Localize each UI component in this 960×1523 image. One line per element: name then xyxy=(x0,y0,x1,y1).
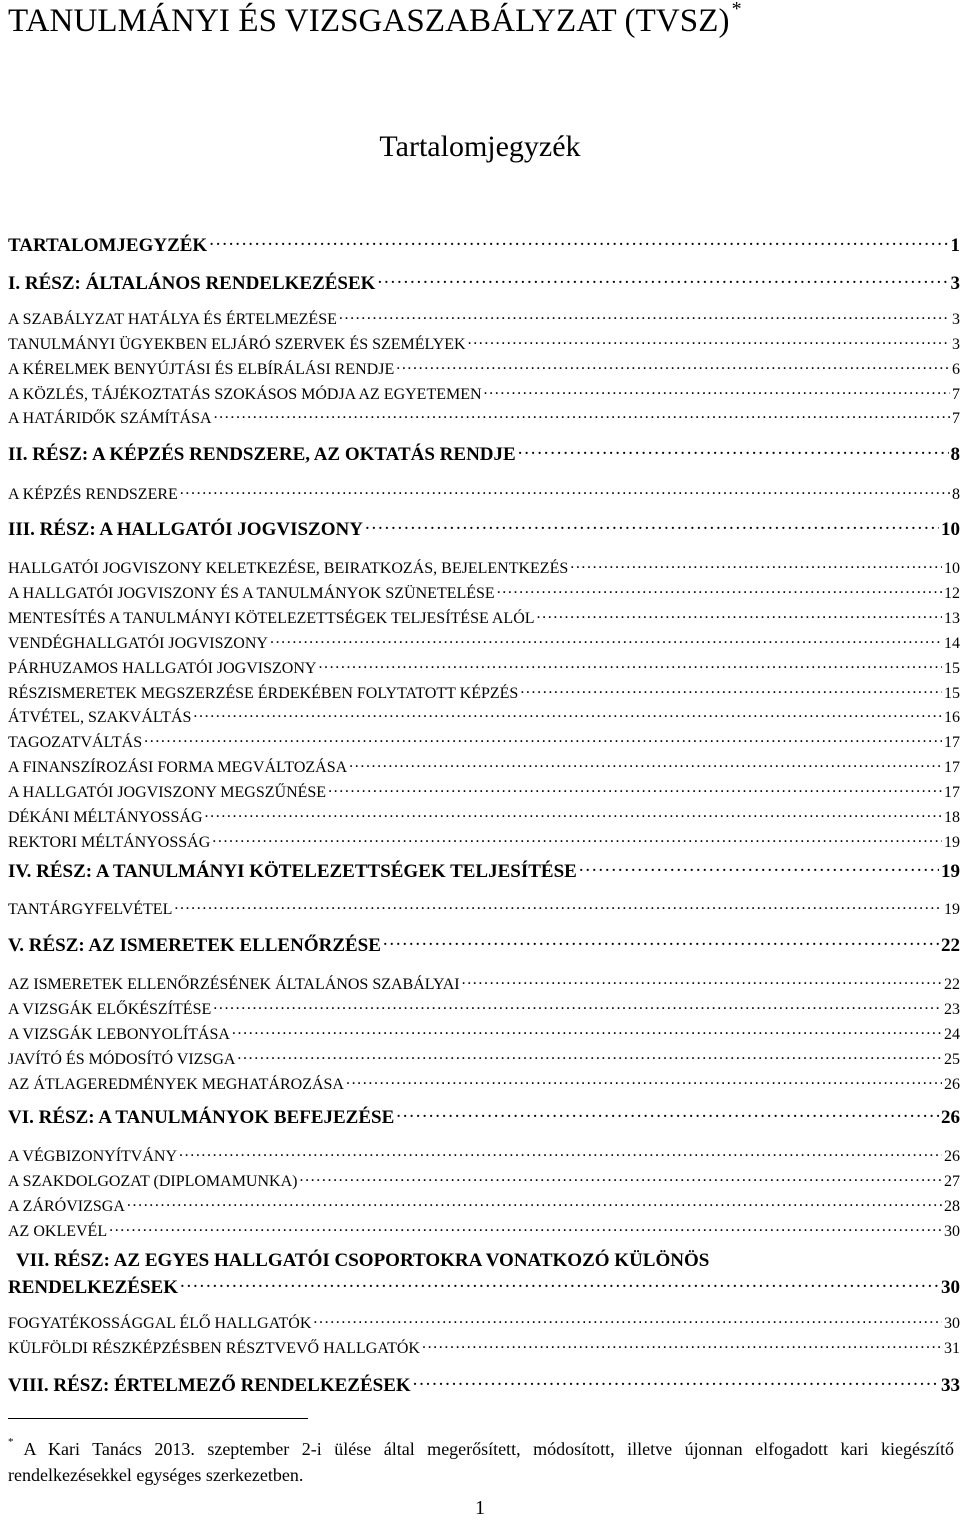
toc-entry[interactable]: VENDÉGHALLGATÓI JOGVISZONY . . . 14 xyxy=(8,632,960,653)
toc-page-number: 33 xyxy=(941,1375,960,1396)
toc-page-number: 27 xyxy=(944,1173,960,1190)
toc-leader xyxy=(213,998,942,1014)
toc-entry[interactable]: HALLGATÓI JOGVISZONY KELETKEZÉSE, BEIRATKOZÁS, BEJELENTKEZÉS . . . 10 xyxy=(8,557,960,578)
toc-entry[interactable]: I. RÉSZ: ÁLTALÁNOS RENDELKEZÉSEK . . . 3 xyxy=(8,270,960,295)
toc-leader xyxy=(365,516,939,535)
toc-entry[interactable]: ÁTVÉTEL, SZAKVÁLTÁS . . . 16 xyxy=(8,706,960,727)
toc-entry[interactable]: A ZÁRÓVIZSGA . . . 28 xyxy=(8,1195,960,1216)
toc-leader xyxy=(497,582,942,598)
toc-entry[interactable]: A VIZSGÁK LEBONYOLÍTÁSA . . . 24 xyxy=(8,1023,960,1044)
toc-leader xyxy=(570,557,942,573)
toc-entry[interactable]: RENDELKEZÉSEK . . . 30 xyxy=(8,1274,960,1299)
toc-page-number: 16 xyxy=(944,709,960,726)
toc-page-number: 6 xyxy=(952,361,960,378)
toc-entry[interactable]: FOGYATÉKOSSÁGGAL ÉLŐ HALLGATÓK . . . 30 xyxy=(8,1312,960,1333)
toc-leader xyxy=(174,898,942,914)
toc-leader xyxy=(193,706,942,722)
toc-page-number: 14 xyxy=(944,635,960,652)
toc-entry[interactable]: VIII. RÉSZ: ÉRTELMEZŐ RENDELKEZÉSEK . . . 33 xyxy=(8,1372,960,1397)
toc-page-number: 23 xyxy=(944,1001,960,1018)
toc-leader xyxy=(484,383,950,399)
toc-entry[interactable]: A SZAKDOLGOZAT (DIPLOMAMUNKA) . . . 27 xyxy=(8,1170,960,1191)
toc-entry[interactable]: TANULMÁNYI ÜGYEKBEN ELJÁRÓ SZERVEK ÉS SZEMÉLYEK . . . 3 xyxy=(8,333,960,354)
toc-leader xyxy=(518,441,949,460)
toc-entry[interactable]: III. RÉSZ: A HALLGATÓI JOGVISZONY . . . 10 xyxy=(8,516,960,541)
toc-entry[interactable]: V. RÉSZ: AZ ISMERETEK ELLENŐRZÉSE . . . 22 xyxy=(8,932,960,957)
toc-page-number: 26 xyxy=(941,1107,960,1128)
toc-page-number: 3 xyxy=(952,311,960,328)
toc-leader xyxy=(328,781,942,797)
toc-leader xyxy=(299,1170,942,1186)
toc-page-number: 17 xyxy=(944,759,960,776)
toc-page-number: 15 xyxy=(944,660,960,677)
footnote-separator xyxy=(8,1418,308,1419)
toc-entry[interactable]: A HALLGATÓI JOGVISZONY MEGSZŰNÉSE . . . 17 xyxy=(8,781,960,802)
toc-entry[interactable]: VI. RÉSZ: A TANULMÁNYOK BEFEJEZÉSE . . . 26 xyxy=(8,1104,960,1129)
toc-leader xyxy=(127,1195,942,1211)
toc-entry[interactable]: AZ ÁTLAGEREDMÉNYEK MEGHATÁROZÁSA . . . 26 xyxy=(8,1073,960,1094)
toc-entry[interactable]: A FINANSZÍROZÁSI FORMA MEGVÁLTOZÁSA . . . 17 xyxy=(8,756,960,777)
toc-leader xyxy=(212,831,942,847)
toc-page-number: 17 xyxy=(944,784,960,801)
toc-page-number: 24 xyxy=(944,1026,960,1043)
toc-leader xyxy=(396,358,950,374)
footnote-text: A Kari Tanács 2013. szeptember 2-i ülése által megerősített, módosított, illetve újonnan elfogadott kari kiegészítő rendelkezésekkel egységes szerkezetben. xyxy=(8,1439,954,1485)
toc-entry[interactable]: TANTÁRGYFELVÉTEL . . . 19 xyxy=(8,898,960,919)
toc-leader xyxy=(180,483,950,499)
toc-page-number: 3 xyxy=(952,336,960,353)
toc-page-number: 19 xyxy=(941,861,960,882)
toc-page-number: 26 xyxy=(944,1148,960,1165)
toc-leader xyxy=(237,1048,942,1064)
toc-leader xyxy=(205,806,942,822)
toc-page-number: 19 xyxy=(944,901,960,918)
toc-leader xyxy=(396,1104,939,1123)
toc-entry[interactable]: KÜLFÖLDI RÉSZKÉPZÉSBEN RÉSZTVEVŐ HALLGATÓK . . . 31 xyxy=(8,1337,960,1358)
toc-entry[interactable]: MENTESÍTÉS A TANULMÁNYI KÖTELEZETTSÉGEK TELJESÍTÉSE ALÓL . . . 13 xyxy=(8,607,960,628)
toc-entry-first-line[interactable]: VII. RÉSZ: AZ EGYES HALLGATÓI CSOPORTOKRA VONATKOZÓ KÜLÖNÖS xyxy=(16,1250,710,1271)
toc-page-number: 8 xyxy=(952,486,960,503)
toc-leader xyxy=(413,1372,939,1391)
toc-page-number: 1 xyxy=(950,235,960,256)
toc-page-number: 17 xyxy=(944,734,960,751)
toc-entry[interactable]: REKTORI MÉLTÁNYOSSÁG . . . 19 xyxy=(8,831,960,852)
document-title-text: TANULMÁNYI ÉS VIZSGASZABÁLYZAT (TVSZ) xyxy=(8,3,730,39)
toc-leader xyxy=(520,682,942,698)
toc-entry[interactable]: AZ OKLEVÉL . . . 30 xyxy=(8,1220,960,1241)
toc-page-number: 22 xyxy=(944,976,960,993)
toc-page-number: 28 xyxy=(944,1198,960,1215)
toc-entry[interactable]: TARTALOMJEGYZÉK . . . 1 xyxy=(8,232,960,257)
toc-page-number: 15 xyxy=(944,685,960,702)
toc-page-number: 31 xyxy=(944,1340,960,1357)
toc-entry[interactable]: IV. RÉSZ: A TANULMÁNYI KÖTELEZETTSÉGEK TELJESÍTÉSE . . . 19 xyxy=(8,858,960,883)
toc-page-number: 7 xyxy=(952,410,960,427)
toc-entry[interactable]: DÉKÁNI MÉLTÁNYOSSÁG . . . 18 xyxy=(8,806,960,827)
toc-page-number: 18 xyxy=(944,809,960,826)
toc-leader xyxy=(339,308,950,324)
toc-entry[interactable]: A KÉPZÉS RENDSZERE . . . 8 xyxy=(8,483,960,504)
toc-entry[interactable]: RÉSZISMERETEK MEGSZERZÉSE ÉRDEKÉBEN FOLYTATOTT KÉPZÉS . . . 15 xyxy=(8,682,960,703)
toc-entry[interactable]: TAGOZATVÁLTÁS . . . 17 xyxy=(8,731,960,752)
document-title xyxy=(8,2,742,40)
toc-page-number: 13 xyxy=(944,610,960,627)
toc-leader xyxy=(214,407,950,423)
page-number: 1 xyxy=(475,1497,485,1519)
toc-leader xyxy=(377,270,948,289)
toc-leader xyxy=(537,607,942,623)
toc-entry[interactable]: A HATÁRIDŐK SZÁMÍTÁSA . . . 7 xyxy=(8,407,960,428)
toc-leader xyxy=(346,1073,942,1089)
toc-leader xyxy=(383,932,939,951)
toc-heading: Tartalomjegyzék xyxy=(379,130,581,163)
toc-leader xyxy=(270,632,942,648)
toc-leader xyxy=(209,232,948,251)
toc-entry[interactable]: A SZABÁLYZAT HATÁLYA ÉS ÉRTELMEZÉSE . . . 3 xyxy=(8,308,960,329)
title-footnote-mark: * xyxy=(731,0,742,20)
toc-page-number: 19 xyxy=(944,834,960,851)
toc-leader xyxy=(179,1145,942,1161)
toc-leader xyxy=(232,1023,942,1039)
toc-page-number: 30 xyxy=(944,1223,960,1240)
toc-entry[interactable]: A KÉRELMEK BENYÚJTÁSI ÉS ELBÍRÁLÁSI RENDJE . . . 6 xyxy=(8,358,960,379)
toc-leader xyxy=(313,1312,942,1328)
toc-leader xyxy=(349,756,942,772)
footnote-mark: * xyxy=(8,1436,14,1448)
toc-page-number: 3 xyxy=(950,273,960,294)
toc-page-number: 25 xyxy=(944,1051,960,1068)
toc-leader xyxy=(109,1220,942,1236)
toc-leader xyxy=(422,1337,942,1353)
toc-entry[interactable]: A VIZSGÁK ELŐKÉSZÍTÉSE . . . 23 xyxy=(8,998,960,1019)
toc-entry[interactable]: A KÖZLÉS, TÁJÉKOZTATÁS SZOKÁSOS MÓDJA AZ EGYETEMEN . . . 7 xyxy=(8,383,960,404)
toc-page-number: 10 xyxy=(944,560,960,577)
toc-entry[interactable]: A HALLGATÓI JOGVISZONY ÉS A TANULMÁNYOK SZÜNETELÉSE . . . 12 xyxy=(8,582,960,603)
toc-leader xyxy=(144,731,942,747)
toc-leader xyxy=(318,657,942,673)
toc-entry[interactable]: II. RÉSZ: A KÉPZÉS RENDSZERE, AZ OKTATÁS RENDJE . . . 8 xyxy=(8,441,960,466)
toc-page-number: 30 xyxy=(941,1277,960,1298)
toc-leader xyxy=(468,333,950,349)
toc-leader xyxy=(462,973,942,989)
toc-page-number: 8 xyxy=(950,444,960,465)
toc-entry[interactable]: JAVÍTÓ ÉS MÓDOSÍTÓ VIZSGA . . . 25 xyxy=(8,1048,960,1069)
toc-page-number: 12 xyxy=(944,585,960,602)
toc-leader xyxy=(180,1274,939,1293)
toc-page-number: 30 xyxy=(944,1315,960,1332)
toc-entry[interactable]: A VÉGBIZONYÍTVÁNY . . . 26 xyxy=(8,1145,960,1166)
toc-page-number: 10 xyxy=(941,519,960,540)
toc-entry[interactable]: PÁRHUZAMOS HALLGATÓI JOGVISZONY . . . 15 xyxy=(8,657,960,678)
footnote xyxy=(8,1432,954,1488)
toc-leader xyxy=(579,858,939,877)
toc-page-number: 7 xyxy=(952,386,960,403)
toc-page-number: 22 xyxy=(941,935,960,956)
toc-page-number: 26 xyxy=(944,1076,960,1093)
toc-entry[interactable]: AZ ISMERETEK ELLENŐRZÉSÉNEK ÁLTALÁNOS SZABÁLYAI . . . 22 xyxy=(8,973,960,994)
